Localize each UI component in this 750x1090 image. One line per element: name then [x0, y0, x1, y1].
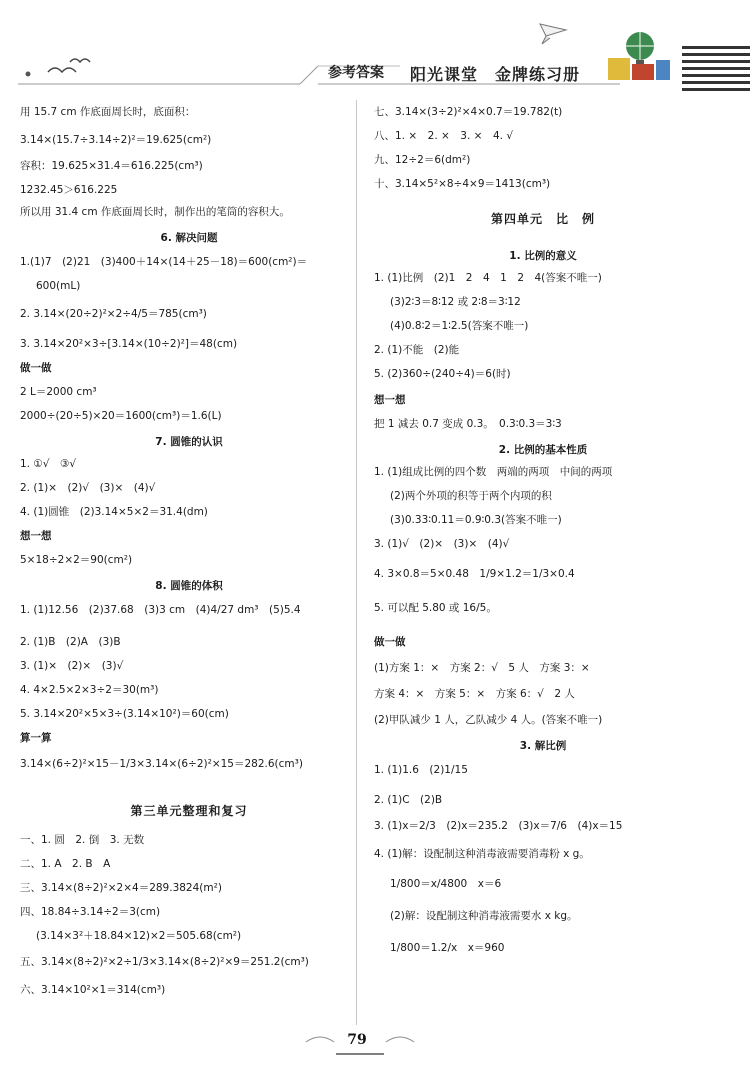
- subsection-title: 算一算: [20, 732, 52, 744]
- answer-line: 容积：19.625×31.4＝616.225(cm³): [20, 160, 203, 172]
- answer-line: 九、12÷2＝6(dm²): [374, 154, 471, 166]
- answer-line: 2. (1)B (2)A (3)B: [20, 636, 121, 648]
- answer-line: 2 L＝2000 cm³: [20, 386, 97, 398]
- answer-line: 2. (1)× (2)√ (3)× (4)√: [20, 482, 156, 494]
- answer-line: 5×18÷2×2＝90(cm²): [20, 554, 133, 566]
- answer-line: 3.14×(6÷2)²×15－1/3×3.14×(6÷2)²×15＝282.6(cm³): [20, 758, 303, 770]
- answer-line: (3)0.33∶0.11＝0.9∶0.3(答案不唯一): [390, 514, 562, 526]
- answer-line: 1. (1)比例 (2)1 2 4 1 2 4(答案不唯一): [374, 272, 602, 284]
- answer-line: 600(mL): [36, 280, 81, 292]
- dot-icon: [26, 72, 31, 77]
- unit-title: 第四单元 比 例: [490, 212, 595, 226]
- answer-line: 1.(1)7 (2)21 (3)400＋14×(14＋25－18)＝600(cm²)＝: [20, 256, 308, 268]
- answer-line: 八、1. × 2. × 3. × 4. √: [374, 130, 514, 142]
- header-answers-label: 参考答案: [328, 65, 384, 81]
- answer-line: 2. (1)C (2)B: [374, 794, 443, 806]
- answer-line: 方案 4：× 方案 5：× 方案 6：√ 2 人: [374, 688, 575, 700]
- header-brand-title: 阳光课堂 金牌练习册: [410, 65, 581, 84]
- answer-line: 3.14×(15.7÷3.14÷2)²＝19.625(cm²): [20, 134, 212, 146]
- answer-line: 2. (1)不能 (2)能: [374, 344, 460, 356]
- answer-line: 2. 3.14×(20÷2)²×2÷4/5＝785(cm³): [20, 308, 207, 320]
- answer-line: (2)解：设配制这种消毒液需要水 x kg。: [390, 910, 578, 922]
- section-title: 2. 比例的基本性质: [498, 444, 588, 456]
- answer-line: 1. (1)12.56 (2)37.68 (3)3 cm (4)4/27 dm³ (5)5.4: [20, 604, 301, 616]
- answer-line: 4. (1)解：设配制这种消毒液需要消毒粉 x g。: [374, 848, 590, 860]
- section-title: 8. 圆锥的体积: [155, 580, 223, 592]
- answer-line: 5. 可以配 5.80 或 16/5。: [374, 602, 497, 614]
- answer-line: 4. 3×0.8＝5×0.48 1/9×1.2＝1/3×0.4: [374, 568, 575, 580]
- answer-line: 3. (1)x＝2/3 (2)x＝235.2 (3)x＝7/6 (4)x＝15: [374, 820, 623, 832]
- answer-line: 2000÷(20÷5)×20＝1600(cm³)＝1.6(L): [20, 410, 222, 422]
- answer-line: 3. (1)× (2)× (3)√: [20, 660, 124, 672]
- section-title: 6. 解决问题: [160, 232, 218, 244]
- right-column: [370, 96, 716, 1026]
- answer-line: 六、3.14×10²×1＝314(cm³): [20, 984, 166, 996]
- page-number: 79: [347, 1032, 367, 1048]
- answer-line: 一、1. 圆 2. 倒 3. 无数: [20, 834, 145, 846]
- answer-line: (3.14×3²＋18.84×12)×2＝505.68(cm²): [36, 930, 242, 942]
- subsection-title: 想一想: [374, 394, 406, 406]
- subsection-title: 做一做: [20, 362, 52, 374]
- answer-line: 二、1. A 2. B A: [20, 858, 111, 870]
- answer-line: (1)方案 1：× 方案 2：√ 5 人 方案 3：×: [374, 662, 590, 674]
- section-title: 1. 比例的意义: [509, 250, 577, 262]
- globe-icon: [626, 32, 654, 65]
- section-title: 3. 解比例: [519, 740, 567, 752]
- answer-line: 用 15.7 cm 作底面周长时，底面积：: [20, 106, 196, 118]
- striped-band: [682, 46, 750, 91]
- answer-line: 三、3.14×(8÷2)²×2×4＝289.3824(m²): [20, 882, 222, 894]
- answer-line: 1. (1)1.6 (2)1/15: [374, 764, 468, 776]
- answer-line: 3. (1)√ (2)× (3)× (4)√: [374, 538, 510, 550]
- page-header: [0, 0, 750, 96]
- answer-line: 1. ①√ ③√: [20, 458, 77, 470]
- answer-line: 把 1 减去 0.7 变成 0.3。 0.3∶0.3＝3∶3: [374, 418, 562, 430]
- answer-line: 3. 3.14×20²×3÷[3.14×(10÷2)²]＝48(cm): [20, 338, 238, 350]
- answer-line: 四、18.84÷3.14÷2＝3(cm): [20, 906, 161, 918]
- answer-line: (2)两个外项的积等于两个内项的积: [390, 490, 552, 502]
- paper-plane-icon: [540, 24, 566, 44]
- answer-line: 1. (1)组成比例的四个数 两端的两项 中间的两项: [374, 466, 613, 478]
- unit-review-title: 第三单元整理和复习: [130, 804, 248, 818]
- answer-line: 5. (2)360÷(240÷4)＝6(时): [374, 368, 511, 380]
- answer-line: 1232.45＞616.225: [20, 184, 118, 196]
- answer-line: 所以用 31.4 cm 作底面周长时，制作出的笔筒的容积大。: [20, 206, 290, 218]
- answer-line: (2)甲队减少 1 人，乙队减少 4 人。(答案不唯一): [374, 714, 603, 726]
- answer-line: (3)2∶3＝8∶12 或 2∶8＝3∶12: [390, 296, 521, 308]
- answer-line: 1/800＝1.2/x x＝960: [390, 942, 505, 954]
- subsection-title: 做一做: [374, 636, 406, 648]
- answer-line: 1/800＝x/4800 x＝6: [390, 878, 502, 890]
- answer-line: (4)0.8∶2＝1∶2.5(答案不唯一): [390, 320, 529, 332]
- answer-line: 4. (1)圆锥 (2)3.14×5×2＝31.4(dm): [20, 506, 208, 518]
- answer-line: 五、3.14×(8÷2)²×2÷1/3×3.14×(8÷2)²×9＝251.2(cm³): [20, 956, 309, 968]
- answer-line: 4. 4×2.5×2×3÷2＝30(m³): [20, 684, 159, 696]
- answer-line: 十、3.14×5²×8÷4×9＝1413(cm³): [374, 178, 551, 190]
- subsection-title: 想一想: [20, 530, 52, 542]
- answer-line: 5. 3.14×20²×5×3÷(3.14×10²)＝60(cm): [20, 708, 229, 720]
- section-title: 7. 圆锥的认识: [155, 436, 223, 448]
- bird-icon: [48, 59, 90, 72]
- answer-line: 七、3.14×(3÷2)²×4×0.7＝19.782(t): [374, 106, 563, 118]
- left-column: [16, 96, 362, 1026]
